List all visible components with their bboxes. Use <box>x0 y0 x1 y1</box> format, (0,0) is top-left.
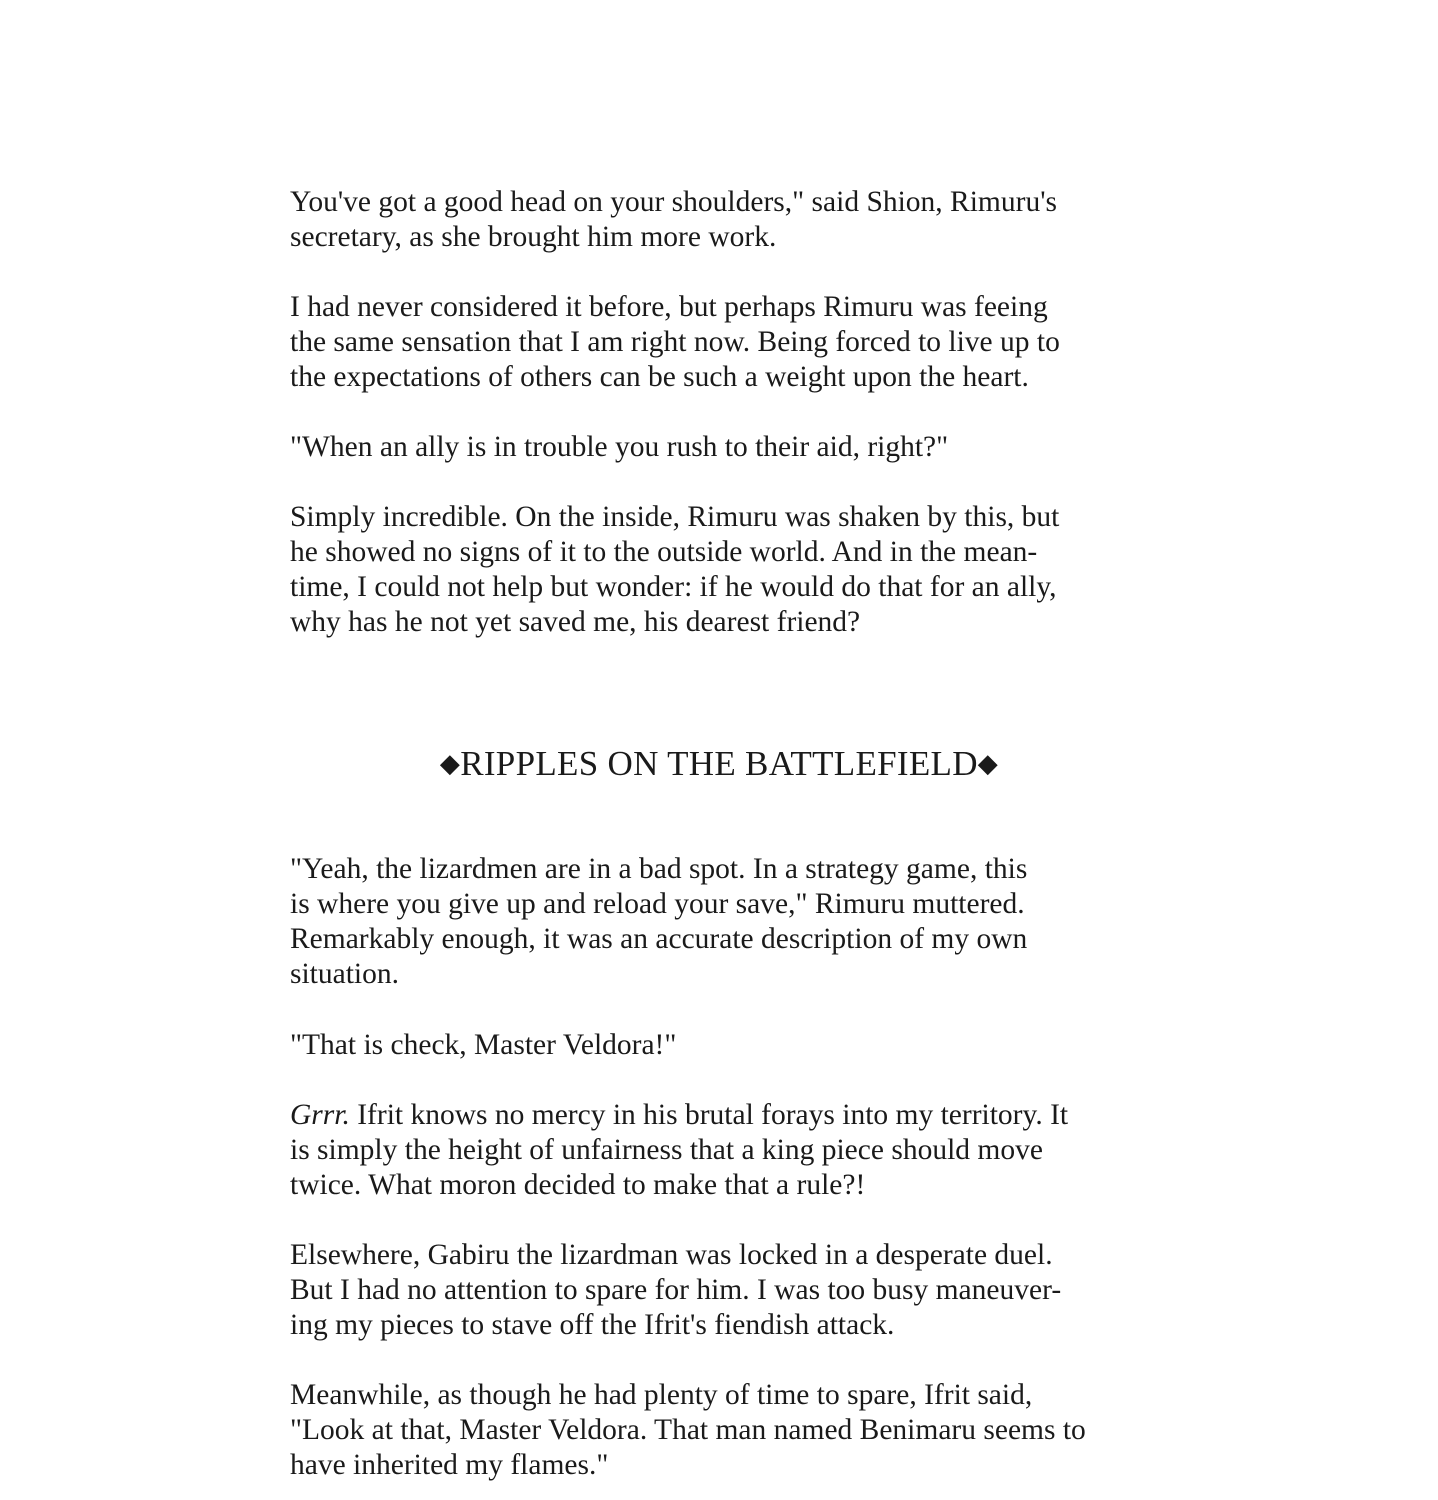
diamond-left-icon: ◆ <box>439 749 461 778</box>
text-line: But I had no attention to spare for him. I was too busy maneuver- <box>290 1274 1062 1306</box>
text-line: is where you give up and reload your save," Rimuru muttered. <box>290 888 1025 920</box>
text-line: ing my pieces to stave off the Ifrit's fiendish attack. <box>290 1309 895 1341</box>
text-line: situation. <box>290 958 399 990</box>
text-line <box>290 1098 1068 1133</box>
text-line: You've got a good head on your shoulders," said Shion, Rimuru's <box>290 186 1057 218</box>
text-line: "When an ally is in trouble you rush to their aid, right?" <box>290 431 949 463</box>
section-title: RIPPLES ON THE BATTLEFIELD <box>460 744 978 783</box>
text-line: he showed no signs of it to the outside world. And in the mean- <box>290 536 1038 568</box>
text-line: have inherited my flames." <box>290 1449 609 1481</box>
paragraph-benimaru <box>290 1378 1086 1483</box>
text-line: "That is check, Master Veldora!" <box>290 1029 677 1061</box>
section-heading <box>0 742 1438 786</box>
text-line: "Look at that, Master Veldora. That man named Benimaru seems to <box>290 1414 1086 1446</box>
paragraph-grrr <box>290 1098 1068 1203</box>
text-line: why has he not yet saved me, his dearest friend? <box>290 606 861 638</box>
paragraph-expectations <box>290 290 1060 395</box>
paragraph-shion-remark <box>290 185 1057 255</box>
text-line: I had never considered it before, but perhaps Rimuru was feeing <box>290 291 1048 323</box>
text-line: is simply the height of unfairness that a king piece should move <box>290 1134 1043 1166</box>
paragraph-check-quote <box>290 1028 676 1063</box>
diamond-right-icon: ◆ <box>977 749 999 778</box>
text-line: Meanwhile, as though he had plenty of time to spare, Ifrit said, <box>290 1379 1033 1411</box>
text-line: Remarkably enough, it was an accurate description of my own <box>290 923 1028 955</box>
paragraph-ally-quote <box>290 430 948 465</box>
italic-lead: Grrr. <box>290 1099 350 1131</box>
text-line: Simply incredible. On the inside, Rimuru was shaken by this, but <box>290 501 1060 533</box>
text-line: the expectations of others can be such a weight upon the heart. <box>290 361 1029 393</box>
text-line: the same sensation that I am right now. Being forced to live up to <box>290 326 1060 358</box>
text-line: time, I could not help but wonder: if he would do that for an ally, <box>290 571 1057 603</box>
paragraph-incredible <box>290 500 1059 640</box>
text-line: twice. What moron decided to make that a rule?! <box>290 1169 866 1201</box>
text-run: Ifrit knows no mercy in his brutal forays into my territory. It <box>349 1099 1069 1131</box>
paragraph-gabiru <box>290 1238 1061 1343</box>
text-line: Elsewhere, Gabiru the lizardman was locked in a desperate duel. <box>290 1239 1053 1271</box>
text-line: secretary, as she brought him more work. <box>290 221 777 253</box>
paragraph-lizardmen <box>290 852 1027 992</box>
text-line: "Yeah, the lizardmen are in a bad spot. In a strategy game, this <box>290 853 1028 885</box>
